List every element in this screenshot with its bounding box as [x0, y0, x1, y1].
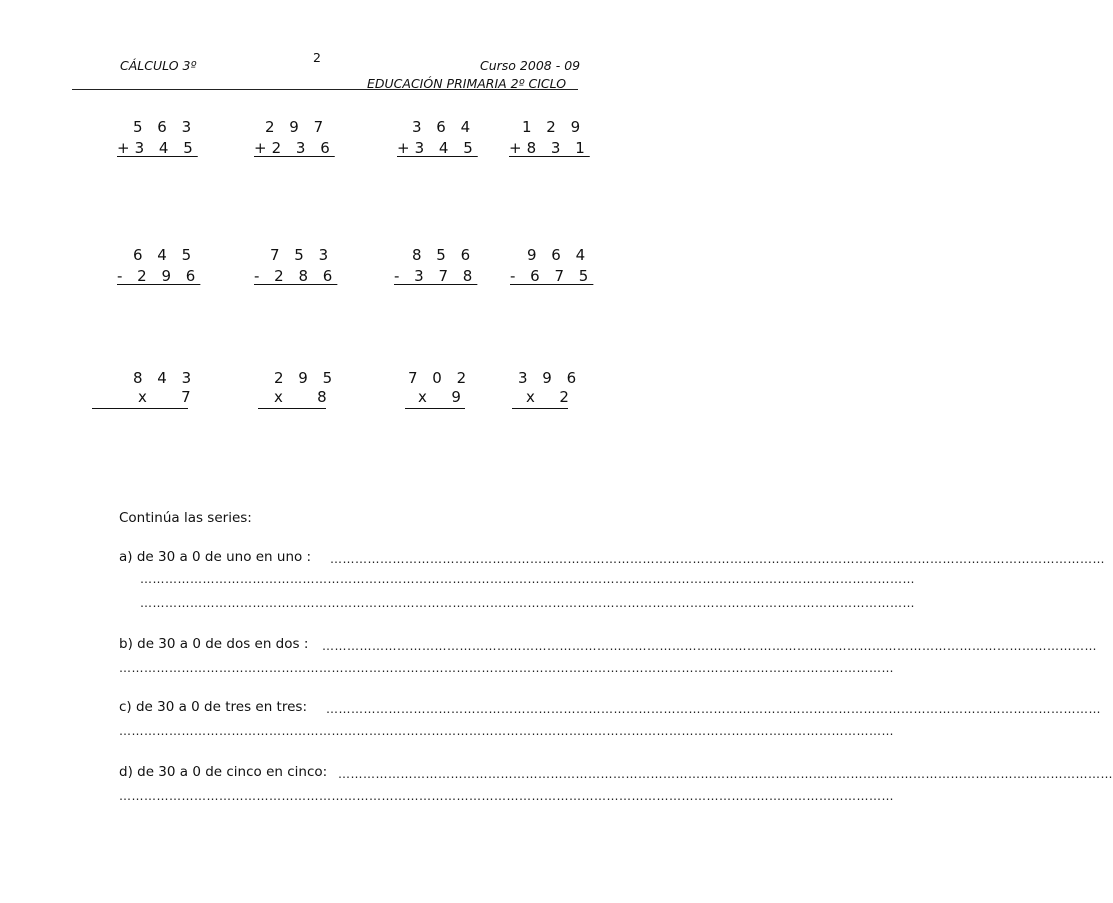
series-b-prompt: b) de 30 a 0 de dos en dos : [119, 636, 313, 652]
education-level: EDUCACIÓN PRIMARIA 2º CICLO [367, 76, 567, 91]
addition-4-top: 1 2 9 [522, 118, 586, 136]
course-year: Curso 2008 - 09 [480, 58, 581, 73]
header-rule [72, 89, 578, 90]
series-a-answer-3[interactable]: …………………………………………………………………………………………………………………………………………………………………… [140, 596, 915, 610]
addition-3-top: 3 6 4 [412, 118, 476, 136]
addition-1-bottom: +3 4 5 [117, 139, 198, 157]
addition-1-top: 5 6 3 [133, 118, 197, 136]
addition-2-bottom: +2 3 6 [254, 139, 335, 157]
multiplication-1-top: 8 4 3 [133, 369, 197, 387]
multiplication-3-line [405, 408, 465, 409]
series-c-answer-2[interactable]: …………………………………………………………………………………………………………………………………………………………………… [119, 724, 894, 738]
addition-2-top: 2 9 7 [265, 118, 329, 136]
series-a-answer-2[interactable]: …………………………………………………………………………………………………………………………………………………………………… [140, 572, 915, 586]
multiplication-2-bottom: x 8 [274, 388, 332, 406]
page-number: 2 [313, 50, 321, 65]
subtraction-1-bottom: - 2 9 6 [117, 267, 201, 285]
multiplication-4-top: 3 9 6 [518, 369, 582, 387]
series-a-answer-1[interactable]: …………………………………………………………………………………………………………………………………………………………………… [330, 552, 1105, 566]
series-a-prompt: a) de 30 a 0 de uno en uno : [119, 549, 316, 565]
multiplication-3-top: 7 0 2 [408, 369, 472, 387]
multiplication-2-line [258, 408, 326, 409]
subtraction-3-top: 8 5 6 [412, 246, 476, 264]
series-c-answer-1[interactable]: …………………………………………………………………………………………………………………………………………………………………… [326, 702, 1101, 716]
addition-4-bottom: +8 3 1 [509, 139, 590, 157]
series-b-answer-2[interactable]: …………………………………………………………………………………………………………………………………………………………………… [119, 661, 894, 675]
multiplication-3-bottom: x 9 [418, 388, 466, 406]
series-d-answer-2[interactable]: …………………………………………………………………………………………………………………………………………………………………… [119, 789, 894, 803]
multiplication-1-bottom: x 7 [138, 388, 196, 406]
subtraction-4-top: 9 6 4 [527, 246, 591, 264]
series-title: Continúa las series: [119, 510, 252, 526]
subtraction-2-bottom: - 2 8 6 [254, 267, 338, 285]
addition-3-bottom: +3 4 5 [397, 139, 478, 157]
subtraction-2-top: 7 5 3 [270, 246, 334, 264]
multiplication-1-line [92, 408, 188, 409]
subtraction-4-bottom: - 6 7 5 [510, 267, 594, 285]
series-c-prompt: c) de 30 a 0 de tres en tres: [119, 699, 312, 715]
multiplication-4-line [512, 408, 568, 409]
series-d-answer-1[interactable]: …………………………………………………………………………………………………………………………………………………………………… [338, 767, 1113, 781]
multiplication-4-bottom: x 2 [526, 388, 574, 406]
series-b-answer-1[interactable]: …………………………………………………………………………………………………………………………………………………………………… [322, 639, 1097, 653]
subtraction-3-bottom: - 3 7 8 [394, 267, 478, 285]
series-d-prompt: d) de 30 a 0 de cinco en cinco: [119, 764, 332, 780]
subtraction-1-top: 6 4 5 [133, 246, 197, 264]
multiplication-2-top: 2 9 5 [274, 369, 338, 387]
header-title: CÁLCULO 3º [120, 58, 197, 73]
